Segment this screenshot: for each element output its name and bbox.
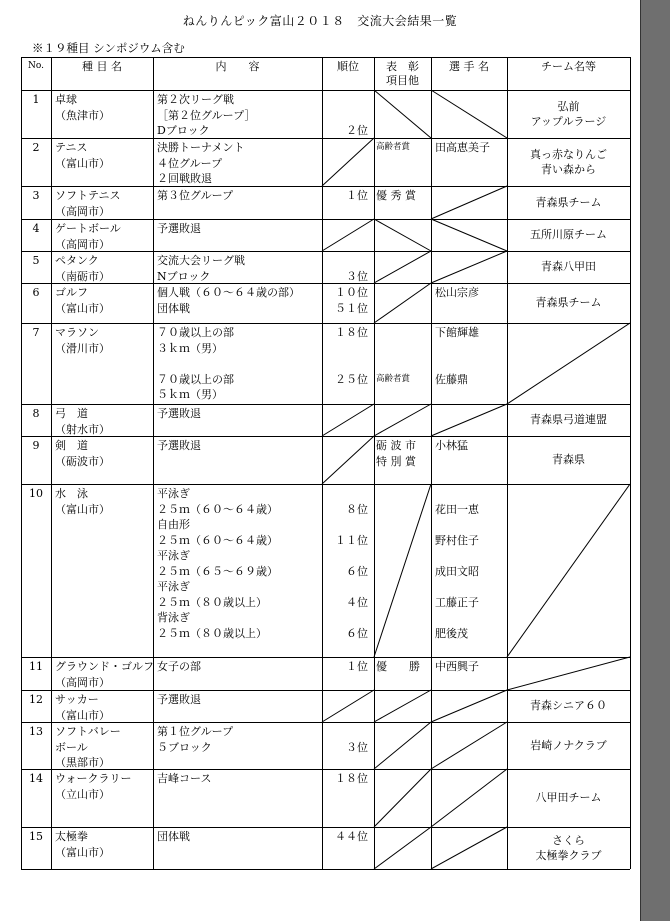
row-number: 15	[29, 830, 43, 843]
rank-value: ４位	[346, 595, 368, 609]
content-text: 予選敗退	[157, 407, 201, 420]
content-text: ２５ｍ（８０歳以上）	[157, 595, 267, 609]
row-number: 8	[32, 407, 40, 420]
team-name: 青森県弓道連盟	[530, 413, 607, 427]
cell-diagonal	[374, 769, 431, 827]
row-number: 1	[32, 93, 40, 106]
rank-value: １０位	[335, 286, 368, 299]
row-number: 11	[29, 660, 43, 673]
event-name: 剣 道	[55, 439, 88, 452]
cell-diagonal	[507, 657, 630, 690]
content-text: 背泳ぎ	[157, 611, 190, 624]
cell-diagonal	[374, 90, 431, 138]
row-number: 14	[29, 772, 43, 785]
player-name: 花田一恵	[435, 502, 479, 516]
header-content: 内 容	[215, 60, 260, 73]
event-name: （高岡市）	[55, 237, 110, 251]
team-name: 太極拳クラブ	[535, 849, 602, 862]
cell-diagonal	[374, 404, 431, 436]
event-name: ボール	[55, 740, 88, 754]
player-name: 成田文昭	[435, 564, 479, 578]
content-text: ２５ｍ（６０～６４歳）	[157, 502, 278, 516]
team-name: 青森シニア６０	[530, 699, 607, 713]
award-text: 優 秀 賞	[376, 189, 416, 202]
content-text: 自由形	[157, 518, 190, 531]
team-name: 青森県チーム	[535, 195, 602, 209]
cell-diagonal	[431, 769, 507, 827]
award-text: 高齢者賞	[376, 142, 411, 152]
row-number: 5	[32, 254, 40, 267]
event-name: （高岡市）	[55, 204, 110, 218]
cell-diagonal	[322, 690, 374, 722]
content-text: ５ブロック	[157, 740, 212, 754]
content-text: 団体戦	[157, 301, 190, 315]
header-rank: 順位	[337, 60, 359, 73]
cell-diagonal	[431, 90, 507, 138]
rank-value: ４４位	[335, 830, 368, 843]
content-text: 平泳ぎ	[157, 549, 190, 562]
content-text: 予選敗退	[157, 439, 201, 452]
team-name: さくら	[552, 833, 585, 847]
event-name: ゴルフ	[55, 286, 88, 299]
event-name: ソフトテニス	[55, 189, 121, 202]
content-text: Dブロック	[157, 124, 210, 137]
event-name: （砺波市）	[55, 454, 110, 468]
team-name: 青森県	[552, 453, 585, 467]
player-name: 下館輝雄	[435, 326, 479, 339]
event-name: （富山市）	[55, 708, 110, 722]
content-text: 団体戦	[157, 830, 190, 843]
content-text: 吉峰コース	[157, 772, 212, 785]
event-name: （射水市）	[55, 422, 110, 436]
cell-diagonal	[374, 484, 431, 657]
event-name: 水 泳	[55, 487, 88, 500]
rank-value: ２５位	[335, 372, 368, 386]
event-name: （魚津市）	[55, 108, 110, 122]
note-text: ※１９種目 シンポジウム含む	[32, 41, 185, 55]
cell-diagonal	[374, 251, 431, 283]
row-number: 12	[29, 693, 43, 706]
player-name: 中西興子	[435, 660, 479, 673]
results-table	[21, 57, 630, 869]
event-name: （富山市）	[55, 156, 110, 170]
event-name: サッカー	[55, 693, 99, 706]
content-text: ［第２位グループ］	[157, 108, 256, 122]
cell-diagonal	[322, 138, 374, 186]
rank-value: １８位	[335, 772, 368, 785]
content-text: 第２次リーグ戦	[157, 93, 234, 106]
cell-diagonal	[322, 404, 374, 436]
event-name: （南砺市）	[55, 269, 110, 283]
content-text: 第３位グループ	[157, 189, 234, 202]
cell-diagonal	[431, 251, 507, 283]
page-title: ねんりんピック富山２０１８ 交流大会結果一覧	[182, 14, 458, 28]
rank-value: ６位	[346, 626, 368, 640]
event-name: （立山市）	[55, 787, 110, 801]
event-name: （富山市）	[55, 845, 110, 859]
team-name: 真っ赤なりんご	[530, 147, 607, 161]
header-event: 種 目 名	[82, 60, 122, 73]
content-text: 第１位グループ	[157, 725, 234, 738]
row-number: 2	[32, 141, 40, 154]
award-text: 特 別 賞	[376, 454, 416, 468]
content-text: ２回戦敗退	[157, 172, 212, 185]
event-name: （高岡市）	[55, 675, 110, 689]
player-name: 肥後茂	[435, 626, 468, 640]
rank-value: １１位	[335, 533, 368, 547]
rank-value: １位	[346, 189, 368, 202]
cell-diagonal	[431, 186, 507, 219]
event-name: ゲートボール	[55, 222, 121, 235]
team-name: 八甲田チーム	[535, 791, 602, 805]
row-number: 4	[32, 222, 40, 235]
cell-diagonal	[374, 827, 431, 869]
content-text: 交流大会リーグ戦	[157, 254, 245, 267]
event-name: ウォークラリー	[55, 772, 132, 785]
header-player: 選 手 名	[449, 60, 489, 73]
player-name: 佐藤鼎	[435, 372, 468, 386]
player-name: 小林猛	[435, 439, 468, 452]
award-text: 高齢者賞	[376, 373, 411, 384]
team-name: 弘前	[557, 99, 580, 113]
content-text: 個人戦（６０～６４歳の部）	[157, 286, 300, 299]
cell-diagonal	[431, 404, 507, 436]
award-text: 砺 波 市	[376, 439, 416, 452]
row-number: 13	[29, 725, 43, 738]
event-name: （富山市）	[55, 301, 110, 315]
team-name: 青森県チーム	[535, 296, 602, 310]
event-name: ペタンク	[55, 254, 99, 267]
event-name: （富山市）	[55, 502, 110, 516]
team-name: 青い森から	[541, 163, 596, 176]
player-name: 工藤正子	[435, 595, 479, 609]
cell-diagonal	[374, 690, 431, 722]
table-border	[630, 57, 631, 869]
cell-diagonal	[374, 283, 431, 323]
event-name: 卓球	[55, 93, 77, 106]
content-text: ７０歳以上の部	[157, 326, 234, 339]
event-name: （黒部市）	[55, 756, 110, 769]
event-name: テニス	[55, 141, 88, 154]
row-number: 3	[32, 189, 40, 202]
cell-diagonal	[507, 484, 630, 657]
rank-value: ２位	[346, 124, 368, 137]
cell-diagonal	[322, 219, 374, 251]
cell-diagonal	[507, 323, 630, 404]
team-name: 岩崎ノナクラブ	[530, 738, 607, 752]
rank-value: ３位	[346, 740, 368, 754]
content-text: ２５ｍ（８０歳以上）	[157, 626, 267, 640]
header-award: 項目他	[386, 74, 419, 87]
content-text: ５ｋｍ（男）	[157, 388, 223, 401]
rank-value: ６位	[346, 564, 368, 578]
team-name: 五所川原チーム	[530, 228, 607, 242]
rank-value: ５１位	[335, 301, 368, 315]
header-award: 表 彰	[386, 60, 419, 73]
content-text: 予選敗退	[157, 693, 201, 706]
rank-value: １位	[346, 660, 368, 673]
event-name: グラウンド・ゴルフ	[55, 660, 154, 673]
row-number: 9	[32, 439, 40, 452]
content-text: 決勝トーナメント	[157, 141, 245, 154]
player-name: 野村住子	[435, 533, 479, 547]
cell-diagonal	[374, 722, 431, 769]
content-text: 予選敗退	[157, 222, 201, 235]
content-text: ７０歳以上の部	[157, 372, 234, 386]
player-name: 松山宗彦	[435, 286, 479, 299]
cell-diagonal	[374, 219, 431, 251]
cell-diagonal	[322, 436, 374, 484]
header-no: No.	[28, 61, 44, 71]
rank-value: ３位	[346, 269, 368, 283]
row-divider	[21, 869, 630, 870]
player-name: 田高恵美子	[435, 141, 490, 154]
cell-diagonal	[431, 219, 507, 251]
rank-value: １８位	[335, 326, 368, 339]
event-name: 太極拳	[55, 830, 88, 843]
content-text: Nブロック	[157, 269, 211, 283]
header-team: チーム名等	[541, 60, 596, 73]
row-number: 6	[32, 286, 40, 299]
rank-value: ８位	[346, 502, 368, 516]
content-text: ４位グループ	[157, 156, 223, 170]
content-text: 平泳ぎ	[157, 487, 190, 500]
award-text: 優 勝	[376, 660, 420, 673]
team-name: アップルラージ	[530, 115, 607, 128]
content-text: ３ｋｍ（男）	[157, 341, 223, 355]
event-name: ソフトバレー	[55, 725, 121, 738]
team-name: 青森八甲田	[541, 260, 596, 274]
content-text: 女子の部	[157, 660, 201, 673]
event-name: マラソン	[55, 326, 99, 339]
cell-diagonal	[431, 690, 507, 722]
event-name: （滑川市）	[55, 341, 110, 355]
content-text: 平泳ぎ	[157, 580, 190, 593]
row-number: 7	[32, 326, 40, 339]
content-text: ２５ｍ（６０～６４歳）	[157, 533, 278, 547]
cell-diagonal	[431, 722, 507, 769]
event-name: 弓 道	[55, 407, 88, 420]
row-number: 10	[29, 487, 43, 500]
content-text: ２５ｍ（６５～６９歳）	[157, 564, 278, 578]
cell-diagonal	[431, 827, 507, 869]
